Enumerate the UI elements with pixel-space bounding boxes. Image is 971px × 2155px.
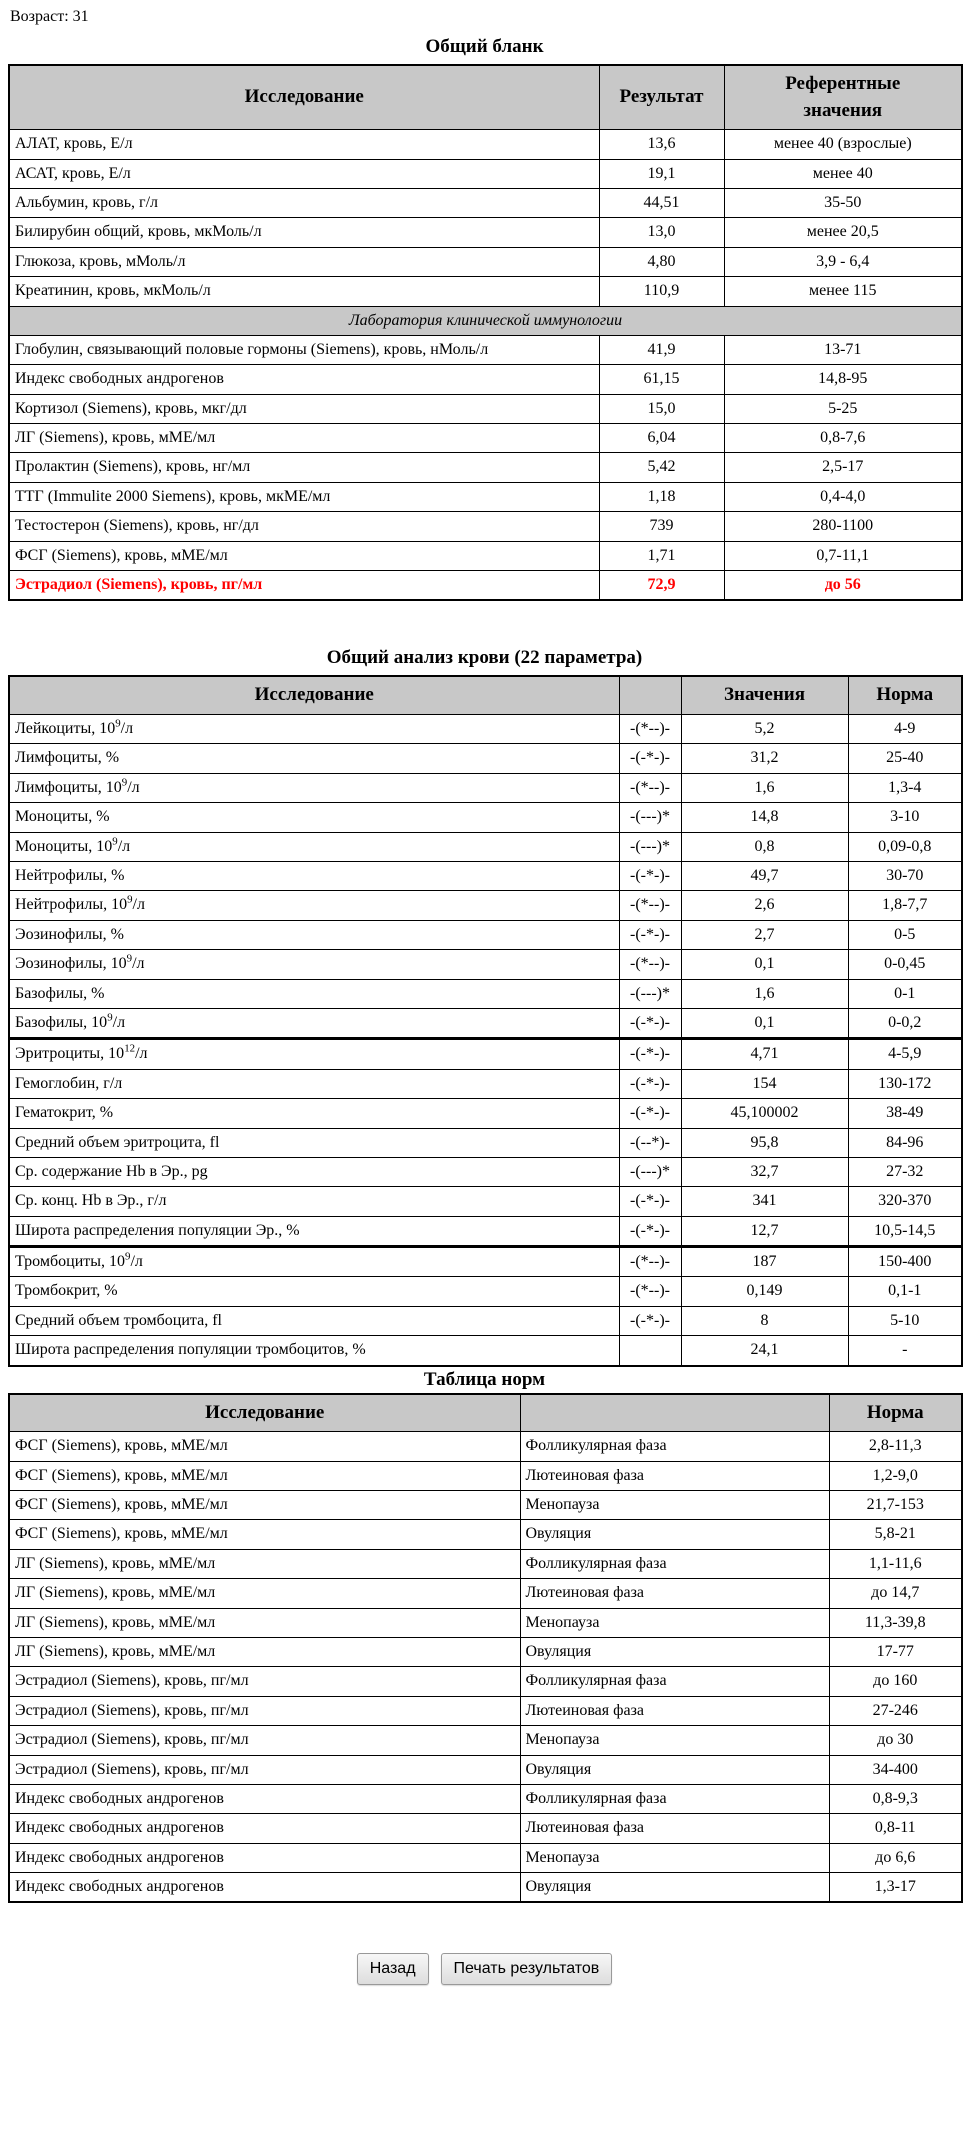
cell: -(-*-)- [619,1216,681,1246]
cell: 6,04 [599,424,724,453]
table-row [9,1755,962,1784]
header-row [9,676,962,714]
cell: до 56 [724,571,962,601]
cell: 14,8-95 [724,365,962,394]
table-row [9,1247,962,1277]
header-row [9,1394,962,1432]
cell: ФСГ (Siemens), кровь, мМЕ/мл [9,541,599,570]
cell: 44,51 [599,188,724,217]
column-header: Референтные значения [724,65,962,130]
cell: Лимфоциты, $10^9/л$ [9,773,619,802]
table-row [9,130,962,159]
cell: 4-9 [848,715,962,744]
cell: Эстрадиол (Siemens), кровь, пг/мл [9,571,599,601]
cell: Лютеиновая фаза [520,1579,829,1608]
table-row [9,1187,962,1216]
cell: -(*--)- [619,1277,681,1306]
cell: 13,6 [599,130,724,159]
cell: Креатинин, кровь, мкМоль/л [9,277,599,306]
cell: Пролактин (Siemens), кровь, нг/мл [9,453,599,482]
cell: Менопауза [520,1608,829,1637]
cell: 187 [681,1247,848,1277]
table-row [9,979,962,1008]
cell: 27-246 [829,1696,962,1725]
cell: 1,1-11,6 [829,1549,962,1578]
table-row [9,832,962,861]
table-row [9,1579,962,1608]
cell: 27-32 [848,1157,962,1186]
cell: 72,9 [599,571,724,601]
table-row [9,1008,962,1038]
cell: 14,8 [681,803,848,832]
cell: 0,4-4,0 [724,482,962,511]
cell: 280-1100 [724,512,962,541]
cell: Глюкоза, кровь, мМоль/л [9,247,599,276]
table-row [9,1637,962,1666]
cell: Эстрадиол (Siemens), кровь, пг/мл [9,1726,520,1755]
section-row [9,306,962,335]
cell: Широта распределения популяции Эр., % [9,1216,619,1246]
table-row [9,482,962,511]
cell: Глобулин, связывающий половые гормоны (Siemens), кровь, нМоль/л [9,335,599,364]
cell: АЛАТ, кровь, Е/л [9,130,599,159]
cell: 15,0 [599,394,724,423]
cell: Индекс свободных андрогенов [9,1873,520,1903]
cell: Билирубин общий, кровь, мкМоль/л [9,218,599,247]
cell: -(---)* [619,803,681,832]
cell: 84-96 [848,1128,962,1157]
cell: 13-71 [724,335,962,364]
cell: -(---)* [619,1157,681,1186]
cell: 1,6 [681,979,848,1008]
cell: Кортизол (Siemens), кровь, мкг/дл [9,394,599,423]
cell: Ср. конц. Hb в Эр., г/л [9,1187,619,1216]
cell: Фолликулярная фаза [520,1549,829,1578]
cell: 24,1 [681,1336,848,1366]
cell: 0,7-11,1 [724,541,962,570]
cbc-table [8,675,963,1366]
cell: 30-70 [848,861,962,890]
cell: Индекс свободных андрогенов [9,365,599,394]
cell: 1,71 [599,541,724,570]
cell: ЛГ (Siemens), кровь, мМЕ/мл [9,1549,520,1578]
cell: 5,8-21 [829,1520,962,1549]
cell: Моноциты, $10^9/л$ [9,832,619,861]
cell: Эстрадиол (Siemens), кровь, пг/мл [9,1696,520,1725]
cell: 61,15 [599,365,724,394]
column-header: Норма [829,1394,962,1432]
table-row [9,277,962,306]
age-label: Возраст: 31 [10,8,89,25]
cell: -(-*-)- [619,1187,681,1216]
cell: Менопауза [520,1726,829,1755]
cell: ЛГ (Siemens), кровь, мМЕ/мл [9,1579,520,1608]
table-row [9,571,962,601]
cell: 10,5-14,5 [848,1216,962,1246]
cell: 3,9 - 6,4 [724,247,962,276]
cell: 110,9 [599,277,724,306]
cell: 0-5 [848,920,962,949]
column-header: Значения [681,676,848,714]
cell: 1,6 [681,773,848,802]
cell: Гемоглобин, г/л [9,1069,619,1098]
table-row [9,1099,962,1128]
cell: 0,1-1 [848,1277,962,1306]
section-label: Лаборатория клинической иммунологии [9,306,962,335]
cell: 5-10 [848,1306,962,1335]
cell: 5,2 [681,715,848,744]
cell: 19,1 [599,159,724,188]
table-row [9,1069,962,1098]
cell: Средний объем эритроцита, fl [9,1128,619,1157]
cell: Ср. содержание Hb в Эр., pg [9,1157,619,1186]
cell: -(*--)- [619,715,681,744]
cell: 32,7 [681,1157,848,1186]
cell: 3-10 [848,803,962,832]
cell: ФСГ (Siemens), кровь, мМЕ/мл [9,1432,520,1461]
cell: Лютеиновая фаза [520,1461,829,1490]
cell: -(--*)- [619,1128,681,1157]
table-row [9,773,962,802]
column-header: Исследование [9,676,619,714]
cell: -(*--)- [619,1247,681,1277]
cell: Лейкоциты, $10^9/л$ [9,715,619,744]
button-bar [8,1953,961,1985]
cell: -(-*-)- [619,920,681,949]
table-row [9,453,962,482]
table-row [9,335,962,364]
table-row [9,1549,962,1578]
table-row [9,1814,962,1843]
cell: 1,3-17 [829,1873,962,1903]
cell: Нейтрофилы, $10^9/л$ [9,891,619,920]
cell: Фолликулярная фаза [520,1432,829,1461]
back-button[interactable]: Назад [357,1953,429,1985]
cell: -(-*-)- [619,1069,681,1098]
cell: 5-25 [724,394,962,423]
table-row [9,1843,962,1872]
cell: Лютеиновая фаза [520,1696,829,1725]
cell: Индекс свободных андрогенов [9,1814,520,1843]
table-row [9,891,962,920]
cell: Овуляция [520,1520,829,1549]
cell [619,1336,681,1366]
cell: 130-172 [848,1069,962,1098]
cell: Базофилы, $10^9/л$ [9,1008,619,1038]
table-row [9,247,962,276]
cell: Тромбоциты, $10^9/л$ [9,1247,619,1277]
cell: Фолликулярная фаза [520,1784,829,1813]
cell: менее 40 [724,159,962,188]
cell: -(*--)- [619,773,681,802]
table-row [9,1667,962,1696]
table-row [9,1696,962,1725]
column-header [520,1394,829,1432]
cell: 0,8-9,3 [829,1784,962,1813]
cell: Лютеиновая фаза [520,1814,829,1843]
cell: 1,3-4 [848,773,962,802]
cell: ФСГ (Siemens), кровь, мМЕ/мл [9,1461,520,1490]
cell: 0,1 [681,950,848,979]
cell: 8 [681,1306,848,1335]
cell: 0-0,45 [848,950,962,979]
general-form-title: Общий бланк [425,36,544,57]
general-form-table [8,64,963,601]
cell: Средний объем тромбоцита, fl [9,1306,619,1335]
cell: ЛГ (Siemens), кровь, мМЕ/мл [9,1608,520,1637]
cell: ФСГ (Siemens), кровь, мМЕ/мл [9,1491,520,1520]
cell: 38-49 [848,1099,962,1128]
table-row [9,950,962,979]
cell: 5,42 [599,453,724,482]
cell: 2,6 [681,891,848,920]
cell: до 30 [829,1726,962,1755]
cell: 21,7-153 [829,1491,962,1520]
cell: 4,80 [599,247,724,276]
cell: 41,9 [599,335,724,364]
cell: ЛГ (Siemens), кровь, мМЕ/мл [9,1637,520,1666]
cell: -(*--)- [619,891,681,920]
cell: 0,149 [681,1277,848,1306]
cell: 12,7 [681,1216,848,1246]
cell: 95,8 [681,1128,848,1157]
cell: 17-77 [829,1637,962,1666]
cell: 1,18 [599,482,724,511]
table-row [9,1726,962,1755]
cell: 320-370 [848,1187,962,1216]
table-row [9,1039,962,1069]
table-row [9,541,962,570]
cell: 11,3-39,8 [829,1608,962,1637]
table-row [9,1432,962,1461]
cell: Гематокрит, % [9,1099,619,1128]
norms-title: Таблица норм [423,1368,546,1390]
cell: 1,2-9,0 [829,1461,962,1490]
cell: Тромбокрит, % [9,1277,619,1306]
column-header [619,676,681,714]
cell: Овуляция [520,1755,829,1784]
cell: -(-*-)- [619,1039,681,1069]
cell: -(---)* [619,832,681,861]
print-results-button[interactable]: Печать результатов [441,1953,613,1985]
cell: 2,5-17 [724,453,962,482]
cell: 49,7 [681,861,848,890]
cell: -(*--)- [619,950,681,979]
table-row [9,1461,962,1490]
cell: Менопауза [520,1843,829,1872]
cell: 4,71 [681,1039,848,1069]
cell: 25-40 [848,744,962,773]
cell: 154 [681,1069,848,1098]
cell: 0-0,2 [848,1008,962,1038]
table-row [9,1128,962,1157]
cell: менее 20,5 [724,218,962,247]
table-row [9,1608,962,1637]
cell: АСАТ, кровь, Е/л [9,159,599,188]
cell: -(-*-)- [619,1306,681,1335]
table-row [9,365,962,394]
cell: -(-*-)- [619,744,681,773]
cell: до 6,6 [829,1843,962,1872]
table-row [9,1216,962,1246]
table-row [9,394,962,423]
cell: ЛГ (Siemens), кровь, мМЕ/мл [9,424,599,453]
table-row [9,803,962,832]
cell: 4-5,9 [848,1039,962,1069]
table-row [9,159,962,188]
table-row [9,512,962,541]
cell: 0,8 [681,832,848,861]
table-row [9,1336,962,1366]
table-row [9,1784,962,1813]
cell: Моноциты, % [9,803,619,832]
cell: 45,100002 [681,1099,848,1128]
cell: Эозинофилы, $10^9/л$ [9,950,619,979]
cell: Эстрадиол (Siemens), кровь, пг/мл [9,1667,520,1696]
cell: до 14,7 [829,1579,962,1608]
cell: Индекс свободных андрогенов [9,1784,520,1813]
cell: до 160 [829,1667,962,1696]
table-row [9,1157,962,1186]
cell: Базофилы, % [9,979,619,1008]
cell: 2,8-11,3 [829,1432,962,1461]
cell: Эритроциты, $10^{12}/л$ [9,1039,619,1069]
cell: Фолликулярная фаза [520,1667,829,1696]
cell: 0,8-11 [829,1814,962,1843]
column-header: Норма [848,676,962,714]
table-row [9,715,962,744]
cell: 739 [599,512,724,541]
cell: 341 [681,1187,848,1216]
cell: Эстрадиол (Siemens), кровь, пг/мл [9,1755,520,1784]
header-row [9,65,962,130]
cell: -(---)* [619,979,681,1008]
cell: 0-1 [848,979,962,1008]
table-row [9,861,962,890]
cell: -(-*-)- [619,1099,681,1128]
cell: Эозинофилы, % [9,920,619,949]
table-row [9,188,962,217]
cell: 0,1 [681,1008,848,1038]
cell: 31,2 [681,744,848,773]
cell: -(-*-)- [619,861,681,890]
table-row [9,920,962,949]
cell: 13,0 [599,218,724,247]
cell: 0,09-0,8 [848,832,962,861]
cell: Альбумин, кровь, г/л [9,188,599,217]
cell: - [848,1336,962,1366]
table-row [9,1306,962,1335]
table-row [9,1520,962,1549]
cell: 35-50 [724,188,962,217]
cell: Тестостерон (Siemens), кровь, нг/дл [9,512,599,541]
table-row [9,744,962,773]
table-row [9,1873,962,1903]
cell: ФСГ (Siemens), кровь, мМЕ/мл [9,1520,520,1549]
cell: -(-*-)- [619,1008,681,1038]
table-row [9,1491,962,1520]
cell: Нейтрофилы, % [9,861,619,890]
cell: Лимфоциты, % [9,744,619,773]
column-header: Исследование [9,1394,520,1432]
cell: 1,8-7,7 [848,891,962,920]
table-row [9,424,962,453]
cell: 2,7 [681,920,848,949]
table-row [9,218,962,247]
cell: Овуляция [520,1637,829,1666]
cell: ТТГ (Immulite 2000 Siemens), кровь, мкМЕ/мл [9,482,599,511]
cell: Индекс свободных андрогенов [9,1843,520,1872]
table-row [9,1277,962,1306]
cell: 150-400 [848,1247,962,1277]
cell: 34-400 [829,1755,962,1784]
cell: Менопауза [520,1491,829,1520]
cell: Овуляция [520,1873,829,1903]
column-header: Исследование [9,65,599,130]
cell: менее 115 [724,277,962,306]
cell: менее 40 (взрослые) [724,130,962,159]
column-header: Результат [599,65,724,130]
norms-table [8,1393,963,1904]
cbc-title: Общий анализ крови (22 параметра) [326,647,643,669]
cell: Широта распределения популяции тромбоцитов, % [9,1336,619,1366]
cell: 0,8-7,6 [724,424,962,453]
